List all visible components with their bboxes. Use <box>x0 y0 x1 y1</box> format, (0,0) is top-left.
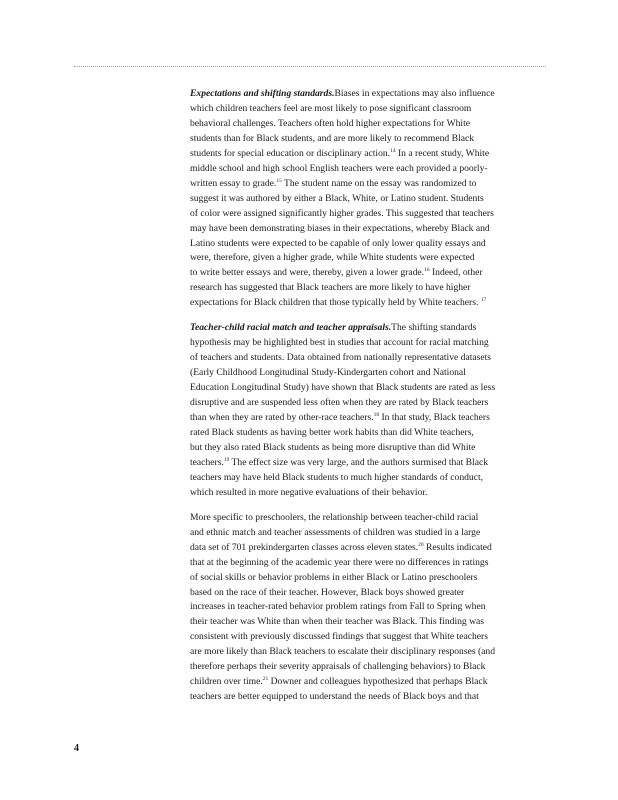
text-line <box>190 351 516 366</box>
text-line <box>190 87 516 102</box>
text-run: disruptive and are suspended less often when they are rated by Black teachers <box>190 397 489 409</box>
text-run: consistent with previously discussed findings that suggest that White teachers <box>190 631 488 643</box>
text-line <box>190 660 516 675</box>
text-run: In a recent study, White <box>395 147 490 159</box>
text-run: teachers are better equipped to understand the needs of Black boys and that <box>190 691 479 703</box>
text-line <box>190 192 516 207</box>
text-line <box>190 630 516 645</box>
text-run: to write better essays and were, thereby, given a lower grade. <box>190 267 425 279</box>
paragraph <box>190 321 516 500</box>
text-line <box>190 556 516 571</box>
text-run: children over time. <box>190 676 263 688</box>
text-line <box>190 237 516 252</box>
text-run: are more likely than Black teachers to escalate their disciplinary responses (and <box>190 646 496 658</box>
citation-superscript: 20 <box>418 541 424 548</box>
text-line <box>190 281 516 296</box>
text-line <box>190 426 516 441</box>
text-run: their teacher was White than when their teacher was Black. This finding was <box>190 616 485 628</box>
text-line <box>190 511 516 526</box>
text-run: but they also rated Black students as being more disruptive than did White <box>190 441 476 453</box>
text-line <box>190 132 516 147</box>
section-heading: Teacher-child racial match and teacher appraisals. <box>190 322 392 334</box>
text-run: Biases in expectations may also influence <box>334 88 495 99</box>
paragraph <box>190 511 516 705</box>
text-run: than when they are rated by other-race teachers. <box>190 412 374 424</box>
text-line <box>190 321 516 336</box>
text-run: Indeed, other <box>429 267 483 279</box>
text-run: The shifting standards <box>391 322 477 334</box>
text-line <box>190 147 516 162</box>
citation-superscript: 15 <box>276 177 282 184</box>
text-run: hypothesis may be highlighted best in studies that account for racial matching <box>190 337 489 349</box>
text-run: middle school and high school English teachers were each provided a poorly- <box>190 162 488 174</box>
text-run: Education Longitudinal Study) have shown that Black students are rated as less <box>190 382 496 394</box>
text-line <box>190 117 516 132</box>
text-line <box>190 102 516 117</box>
paragraph <box>190 87 516 311</box>
text-line <box>190 222 516 237</box>
text-line <box>190 441 516 456</box>
text-line <box>190 486 516 501</box>
text-run: More specific to preschoolers, the relationship between teacher-child racial <box>190 511 479 523</box>
text-line <box>190 690 516 705</box>
text-run: research has suggested that Black teachers are more likely to have higher <box>190 282 471 294</box>
text-run: rated Black students as having better work habits than did White teachers, <box>190 426 474 438</box>
text-line <box>190 615 516 630</box>
text-line <box>190 366 516 381</box>
text-line <box>190 162 516 177</box>
text-run: therefore perhaps their severity appraisals of challenging behaviors) to Black <box>190 661 486 673</box>
text-run: students for special education or disciplinary action. <box>190 147 391 159</box>
text-run: In that study, Black teachers <box>379 412 490 424</box>
text-run: which children teachers feel are most likely to pose significant classroom <box>190 102 472 114</box>
section-heading: Expectations and shifting standards. <box>190 88 335 99</box>
text-line <box>190 541 516 556</box>
citation-superscript: 19 <box>223 456 230 463</box>
text-run: increases in teacher-rated behavior problem ratings from Fall to Spring when <box>190 601 486 613</box>
text-run: Latino students were expected to be capable of only lower quality essays and <box>190 237 486 249</box>
text-line <box>190 381 516 396</box>
citation-superscript: 21 <box>262 676 269 683</box>
text-run: and ethnic match and teacher assessments of children was studied in a large <box>190 526 481 538</box>
text-run: behavioral challenges. Teachers often hold higher expectations for White <box>190 117 471 129</box>
text-run: suggest it was authored by either a Black, White, or Latino student. Students <box>190 192 484 204</box>
text-run: which resulted in more negative evaluations of their behavior. <box>190 486 428 498</box>
text-run: The effect size was very large, and the authors surmised that Black <box>229 456 489 468</box>
citation-superscript: 17 <box>480 297 487 304</box>
text-line <box>190 396 516 411</box>
text-run: data set of 701 prekindergarten classes across eleven states. <box>190 541 419 553</box>
text-run: written essay to grade. <box>190 177 277 189</box>
text-run: teachers may have held Black students to much higher standards of conduct, <box>190 471 484 483</box>
text-run: of teachers and students. Data obtained from nationally representative datasets <box>190 352 492 364</box>
text-run: Downer and colleagues hypothesized that perhaps Black <box>268 676 488 688</box>
text-run: of color were assigned significantly higher grades. This suggested that teachers <box>190 207 494 219</box>
text-line <box>190 526 516 541</box>
text-line <box>190 456 516 471</box>
text-run: teachers. <box>190 456 224 468</box>
text-line <box>190 336 516 351</box>
text-line <box>190 586 516 601</box>
citation-superscript: 16 <box>424 267 430 274</box>
text-run: of social skills or behavior problems in either Black or Latino preschoolers <box>190 571 478 583</box>
text-line <box>190 471 516 486</box>
document-body <box>190 87 516 705</box>
text-line <box>190 675 516 690</box>
text-run: The student name on the essay was randomized to <box>281 177 477 189</box>
text-line <box>190 266 516 281</box>
text-line <box>190 600 516 615</box>
text-line <box>190 411 516 426</box>
text-run: may have been demonstrating biases in their expectations, whereby Black and <box>190 222 490 234</box>
text-run: that at the beginning of the academic year there were no differences in ratings <box>190 556 489 568</box>
text-run: based on the race of their teacher. However, Black boys showed greater <box>190 586 465 598</box>
text-line <box>190 296 516 311</box>
text-run: were, therefore, given a higher grade, while White students were expected <box>190 252 475 264</box>
text-line <box>190 177 516 192</box>
text-run: (Early Childhood Longitudinal Study-Kindergarten cohort and National <box>190 367 466 379</box>
citation-superscript: 14 <box>390 147 396 154</box>
text-run: students than for Black students, and are more likely to recommend Black <box>190 132 475 144</box>
text-line <box>190 645 516 660</box>
text-run: Results indicated <box>423 541 492 553</box>
citation-superscript: 18 <box>373 411 380 418</box>
page-number: 4 <box>74 743 79 754</box>
top-dotted-rule <box>74 66 546 67</box>
text-line <box>190 571 516 586</box>
text-line <box>190 251 516 266</box>
text-line <box>190 207 516 222</box>
text-run: expectations for Black children that those typically held by White teachers. <box>190 297 481 309</box>
